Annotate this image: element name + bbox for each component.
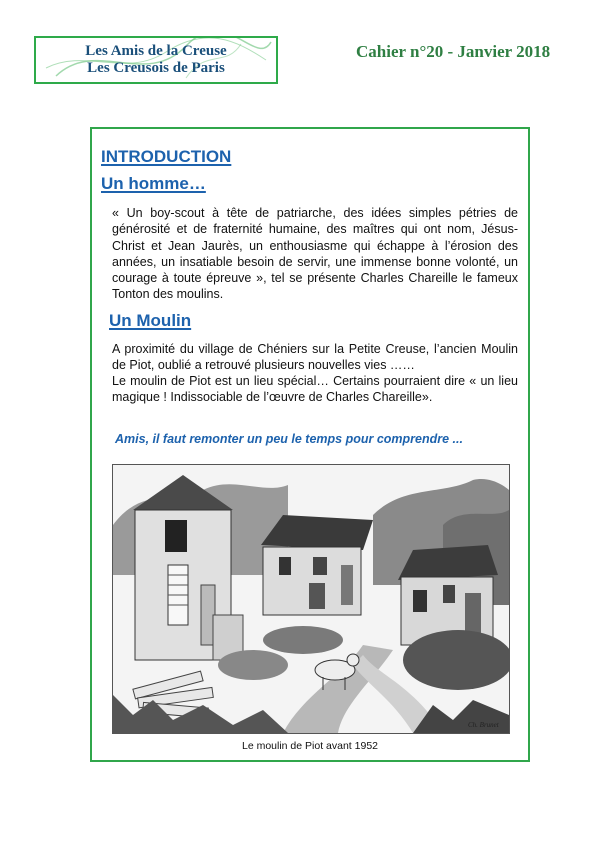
tagline: Amis, il faut remonter un peu le temps pour comprendre ...: [115, 432, 463, 446]
moulin-paragraph-1: A proximité du village de Chéniers sur la Petite Creuse, l’ancien Moulin de Piot, oublié a retrouvé plusieurs nouvelles vies ……: [112, 342, 518, 373]
subheading-un-homme: Un homme…: [101, 174, 206, 193]
mill-illustration: [112, 464, 510, 734]
issue-label: Cahier n°20 - Janvier 2018: [356, 42, 551, 61]
artist-signature: Ch. Brunet: [468, 721, 499, 729]
logo-line-2: Les Creusois de Paris: [87, 60, 225, 76]
image-caption: Le moulin de Piot avant 1952: [241, 740, 378, 752]
logo-line-1: Les Amis de la Creuse: [85, 43, 227, 59]
moulin-paragraph-2: Le moulin de Piot est un lieu spécial… Certains pourraient dire « un lieu magique ! Indissociable de l’œuvre de Charles Chareille».: [112, 374, 518, 405]
association-logo: [34, 36, 278, 84]
quote-paragraph: « Un boy-scout à tête de patriarche, des idées simples pétries de générosité et de fraternité humaine, des maîtres qui ont nom, Jésus-Christ et Jean Jaurès, un enthousiasme qui échappe à l’érosion des années, un insatiable besoin de servir, une immense bonne volonté, un courage à toute épreuve », tel se présente Charles Chareille le fameux Tonton des moulins.: [112, 206, 518, 302]
intro-heading: INTRODUCTION: [101, 147, 232, 166]
section-heading-un-moulin: Un Moulin: [109, 311, 192, 330]
mill-drawing: [113, 465, 509, 733]
